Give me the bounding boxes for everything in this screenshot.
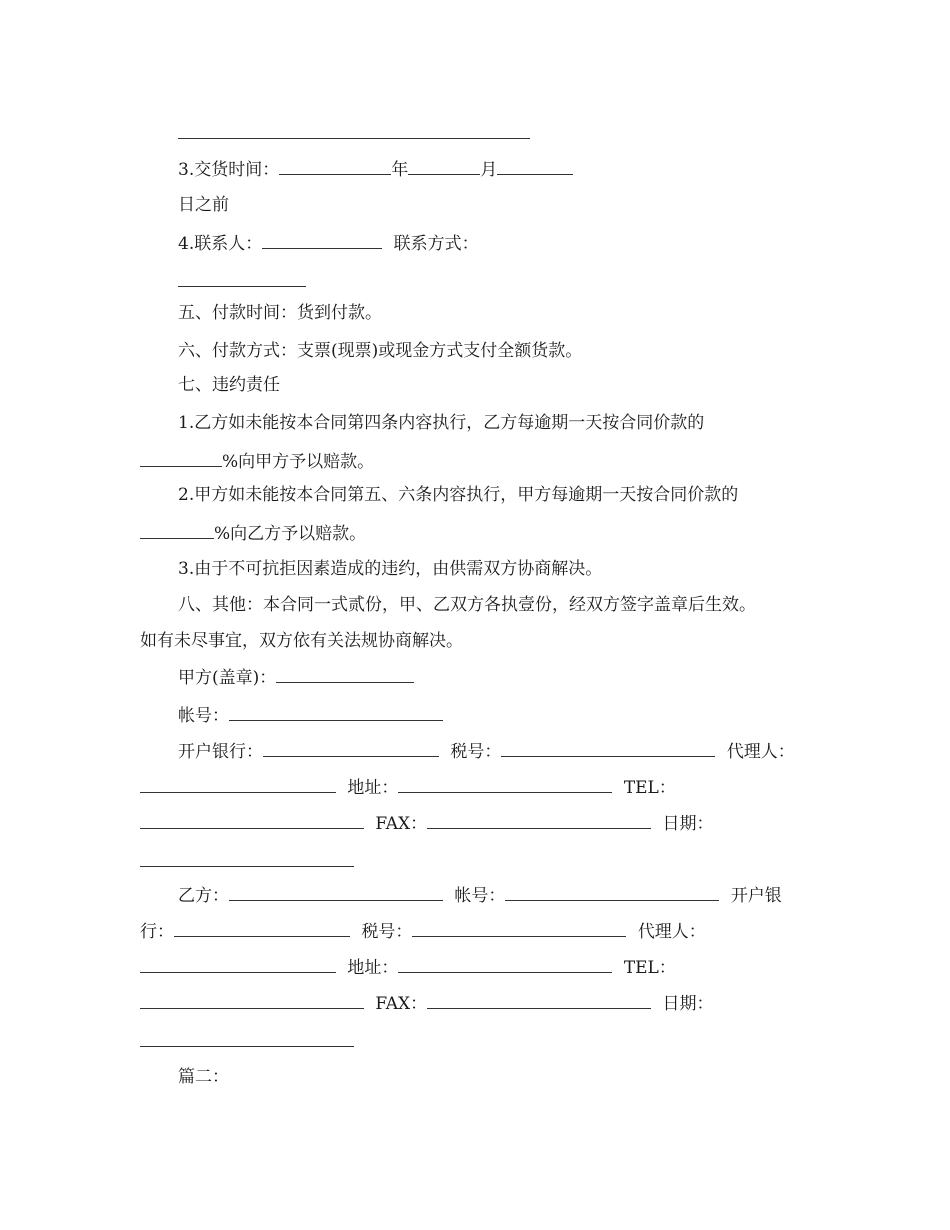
party-b-line4: [140, 992, 714, 1015]
party-b-date-label: 日期：: [662, 994, 714, 1014]
payment-time-text: 五、付款时间：货到付款。: [178, 303, 382, 323]
section8-line2: [140, 630, 463, 652]
party-a-date-label: 日期：: [662, 814, 714, 834]
party-a-bank-blank: [263, 740, 439, 757]
party-a-fax-blank: [427, 812, 651, 829]
breach-item2-percent-blank: [140, 522, 214, 539]
party-b-label: 乙方：: [178, 886, 229, 906]
party-a-address-label: 地址：: [347, 778, 399, 798]
breach-item2-line-a: [178, 484, 738, 506]
party-b-account-blank: [505, 884, 719, 901]
breach-item3-line: [178, 558, 602, 580]
payment-method-text: 六、付款方式：支票(现票)或现金方式支付全额货款。: [178, 341, 583, 361]
party-a-fax-line: [140, 812, 714, 835]
party-a-agent-label: 代理人：: [726, 742, 795, 762]
section7-title-line: [178, 374, 280, 396]
party-a-seal-label: 甲方(盖章)：: [178, 668, 277, 688]
party-a-seal-blank: [276, 666, 414, 683]
party-b-line1: [178, 884, 782, 907]
breach-item1-line-b: [140, 450, 374, 473]
party-b-tel-blank: [140, 992, 364, 1009]
party-a-address-blank: [398, 776, 612, 793]
party-a-fax-label: FAX：: [375, 814, 428, 834]
other-text-2: 如有未尽事宜，双方依有关法规协商解决。: [140, 631, 463, 651]
breach-title: 七、违约责任: [178, 375, 280, 395]
delivery-month-label: 月: [480, 160, 498, 180]
party-b-address-label: 地址：: [347, 958, 399, 978]
delivery-year-label: 年: [391, 160, 409, 180]
contact-method-blank: [178, 286, 306, 287]
party-a-bank-label: 开户银行：: [178, 742, 263, 762]
section8-line1: [178, 594, 756, 616]
party-b-tax-label: 税号：: [361, 922, 413, 942]
breach-item1-text: 1.乙方如未能按本合同第四条内容执行，乙方每逾期一天按合同价款的: [178, 413, 705, 433]
party-b-line2: [140, 920, 706, 943]
breach-item2-suffix: %向乙方予以赔款。: [214, 524, 367, 544]
party-b-bank-blank: [174, 920, 350, 937]
part2-line: [178, 1066, 229, 1088]
party-b-bank-label-b: 行：: [140, 922, 174, 942]
part2-heading: 篇二：: [178, 1067, 229, 1087]
contact-method-label: 联系方式：: [393, 234, 479, 254]
party-b-address-blank: [398, 956, 612, 973]
breach-item3-text: 3.由于不可抗拒因素造成的违约，由供需双方协商解决。: [178, 559, 603, 579]
delivery-time-label: 3.交货时间：: [178, 160, 280, 180]
delivery-day-before: 日之前: [178, 195, 229, 215]
party-a-tax-label: 税号：: [450, 742, 502, 762]
party-a-tax-blank: [501, 740, 715, 757]
delivery-day-line: [178, 194, 229, 216]
party-a-account-label: 帐号：: [178, 706, 229, 726]
party-b-bank-label-a: 开户银: [730, 886, 782, 906]
party-a-address-line: [140, 776, 676, 799]
party-a-tel-label: TEL：: [623, 778, 676, 798]
contact-line: [178, 232, 479, 255]
breach-item1-line-a: [178, 412, 704, 434]
breach-item1-suffix: %向甲方予以赔款。: [222, 452, 375, 472]
breach-item2-line-b: [140, 522, 366, 545]
breach-item1-percent-blank: [140, 450, 222, 467]
delivery-day-blank: [497, 158, 573, 175]
party-b-date-blank: [140, 1046, 354, 1047]
party-a-seal-line: [178, 666, 414, 689]
party-b-account-label: 帐号：: [454, 886, 506, 906]
party-b-tax-blank: [412, 920, 626, 937]
contact-label: 4.联系人：: [178, 234, 263, 254]
party-b-name-blank: [229, 884, 443, 901]
party-b-fax-label: FAX：: [375, 994, 428, 1014]
breach-item2-text: 2.甲方如未能按本合同第五、六条内容执行，甲方每逾期一天按合同价款的: [178, 485, 739, 505]
delivery-year-blank: [279, 158, 391, 175]
contact-person-blank: [262, 232, 382, 249]
party-a-account-line: [178, 704, 443, 727]
party-a-bank-line: [178, 740, 795, 763]
party-b-agent-label: 代理人：: [637, 922, 706, 942]
other-text-1: 八、其他：本合同一式贰份，甲、乙双方各执壹份，经双方签字盖章后生效。: [178, 595, 756, 615]
party-b-line3: [140, 956, 676, 979]
party-b-tel-label: TEL：: [623, 958, 676, 978]
party-b-fax-blank: [427, 992, 651, 1009]
party-a-agent-blank: [140, 776, 336, 793]
party-a-account-blank: [229, 704, 443, 721]
party-b-agent-blank: [140, 956, 336, 973]
section5-line: [178, 302, 382, 324]
section6-line: [178, 340, 582, 362]
delivery-month-blank: [408, 158, 480, 175]
delivery-time-line: [178, 158, 573, 181]
party-a-date-blank: [140, 866, 354, 867]
party-a-tel-blank: [140, 812, 364, 829]
top-blank-line: [178, 138, 530, 139]
